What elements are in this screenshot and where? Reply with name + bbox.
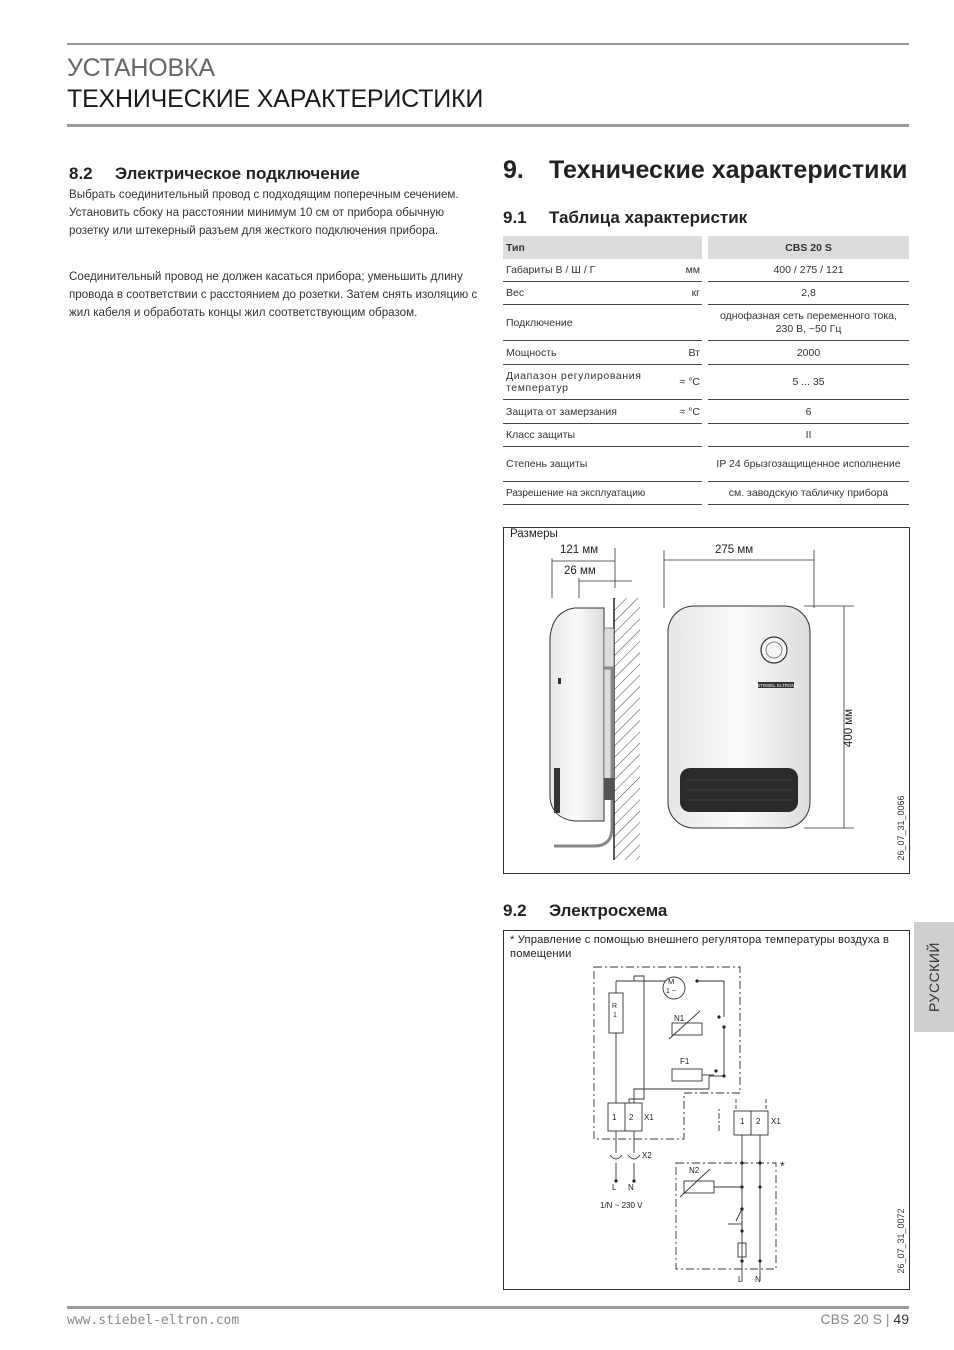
section-9-1-heading xyxy=(503,208,747,228)
dimension-offset: 26 мм xyxy=(564,565,596,577)
header-chapter: УСТАНОВКА xyxy=(67,54,215,82)
table-row xyxy=(503,341,909,365)
table-row xyxy=(503,447,909,482)
footer-page-info xyxy=(821,1311,909,1327)
row-label: Мощность xyxy=(503,341,673,365)
section-8-2-heading xyxy=(69,164,360,184)
row-value: 6 xyxy=(708,400,909,424)
ext-terminal-2: 2 xyxy=(756,1117,761,1126)
section-title: Технические характеристики xyxy=(549,156,908,184)
thermostat-knob xyxy=(761,637,787,663)
footer-model: CBS 20 S xyxy=(820,1311,882,1327)
section-8-2-paragraph-2: Соединительный провод не должен касаться прибора; уменьшить длину провода в соответствии с расстоянием до розетки. Затем снять изоляцию с жил кабеля и обработать концы жил соответствующим образом. xyxy=(69,270,478,319)
spec-table xyxy=(503,236,909,505)
frost-protection-f1-label: F1 xyxy=(680,1057,690,1066)
row-unit: ≈ °C xyxy=(673,365,702,400)
row-label: Габариты В / Ш / Г xyxy=(503,259,673,282)
figure-ref: 26_07_31_0072 xyxy=(896,1208,906,1274)
supply-label: 1/N ~ 230 V xyxy=(600,1201,643,1210)
language-label: РУССКИЙ xyxy=(926,942,942,1012)
row-label: Подключение xyxy=(503,305,673,341)
row-value: однофазная сеть переменного тока, 230 В, ~50 Гц xyxy=(708,305,909,341)
section-number: 9.1 xyxy=(503,208,527,227)
section-title: Таблица характеристик xyxy=(549,208,748,227)
ext-line-n: N xyxy=(755,1275,761,1284)
row-unit: кг xyxy=(673,282,702,305)
section-9-heading xyxy=(503,156,907,185)
section-title: Электросхема xyxy=(549,901,668,920)
terminal-2: 2 xyxy=(629,1113,634,1122)
wiring-note: * Управление с помощью внешнего регулятора температуры воздуха в помещении xyxy=(510,934,890,960)
row-label: Класс защиты xyxy=(503,424,673,447)
footer-url: www.stiebel-eltron.com xyxy=(67,1313,240,1328)
ext-terminal-block-x1: X1 xyxy=(771,1117,781,1126)
wiring-diagram xyxy=(504,931,909,1289)
motor-label: M xyxy=(668,977,675,986)
row-value: 2,8 xyxy=(708,282,909,305)
row-unit: ≈ °C xyxy=(673,400,702,424)
row-value: 400 / 275 / 121 xyxy=(708,259,909,282)
row-value: см. заводскую табличку прибора xyxy=(708,482,909,505)
dimensions-title: Размеры xyxy=(510,528,558,540)
table-row xyxy=(503,365,909,400)
row-label: Защита от замерзания xyxy=(503,400,673,424)
page-number: 49 xyxy=(893,1311,909,1327)
section-number: 9. xyxy=(503,156,524,184)
dimension-depth: 121 мм xyxy=(560,544,599,556)
row-value: 5 ... 35 xyxy=(708,365,909,400)
table-row xyxy=(503,400,909,424)
dimension-width: 275 мм xyxy=(715,544,754,556)
footer-rule xyxy=(67,1306,909,1309)
terminal-1: 1 xyxy=(612,1113,617,1122)
header-title: ТЕХНИЧЕСКИЕ ХАРАКТЕРИСТИКИ xyxy=(67,85,484,113)
terminal-block-x1: X1 xyxy=(644,1113,654,1122)
row-value: IP 24 брызгозащищенное исполнение xyxy=(708,447,909,482)
row-unit xyxy=(673,447,702,482)
header-bottom-rule xyxy=(67,124,909,127)
table-row xyxy=(503,482,909,505)
table-row xyxy=(503,424,909,447)
room-thermostat-n2-label: N2 xyxy=(689,1166,700,1175)
figure-ref: 26_07_31_0066 xyxy=(896,795,906,861)
thermostat-n1-label: N1 xyxy=(674,1014,685,1023)
motor-label-phase: 1 ~ xyxy=(666,988,676,995)
row-unit: Вт xyxy=(673,341,702,365)
section-number: 8.2 xyxy=(69,164,93,183)
section-9-2-heading xyxy=(503,901,667,921)
header-top-rule xyxy=(67,43,909,45)
row-value: 2000 xyxy=(708,341,909,365)
wall-hatch xyxy=(614,598,640,860)
heater-element-label: R xyxy=(612,1003,618,1010)
row-label: Вес xyxy=(503,282,673,305)
row-unit xyxy=(673,482,702,505)
footer-separator: | xyxy=(882,1311,894,1327)
wiring-figure xyxy=(503,930,910,1290)
row-value: II xyxy=(708,424,909,447)
section-title: Электрическое подключение xyxy=(115,164,360,183)
dimensions-drawing xyxy=(504,528,909,873)
row-label: Степень защиты xyxy=(503,447,673,482)
brand-plate-text: STIEBEL ELTRON xyxy=(757,683,795,688)
header-model: CBS 20 S xyxy=(708,236,909,259)
row-label: Диапазон регулирования температур xyxy=(503,365,673,400)
row-unit xyxy=(673,424,702,447)
line-l: L xyxy=(612,1183,617,1192)
table-row xyxy=(503,282,909,305)
ext-terminal-1: 1 xyxy=(740,1117,745,1126)
dimension-height: 400 мм xyxy=(843,708,855,748)
header-unit xyxy=(673,236,702,259)
table-header-row xyxy=(503,236,909,259)
dimensions-figure xyxy=(503,527,910,874)
external-control-star: * xyxy=(780,1159,785,1173)
row-unit: мм xyxy=(673,259,702,282)
header-type: Тип xyxy=(503,236,673,259)
line-n: N xyxy=(628,1183,634,1192)
row-label: Разрешение на эксплуатацию xyxy=(503,482,673,505)
section-number: 9.2 xyxy=(503,901,527,920)
heater-element-label-num: 1 xyxy=(613,1012,617,1019)
section-8-2-paragraph-1: Выбрать соединительный провод с подходящим поперечным сечением. Установить сбоку на расстоянии минимум 10 см от прибора обычную розетку или штекерный разъем для жесткого подключения прибора. xyxy=(69,188,459,237)
table-row xyxy=(503,259,909,282)
table-row xyxy=(503,305,909,341)
language-tab xyxy=(914,922,954,1032)
plug-x2: X2 xyxy=(642,1151,652,1160)
row-unit xyxy=(673,305,702,341)
ext-line-l: L xyxy=(738,1275,743,1284)
